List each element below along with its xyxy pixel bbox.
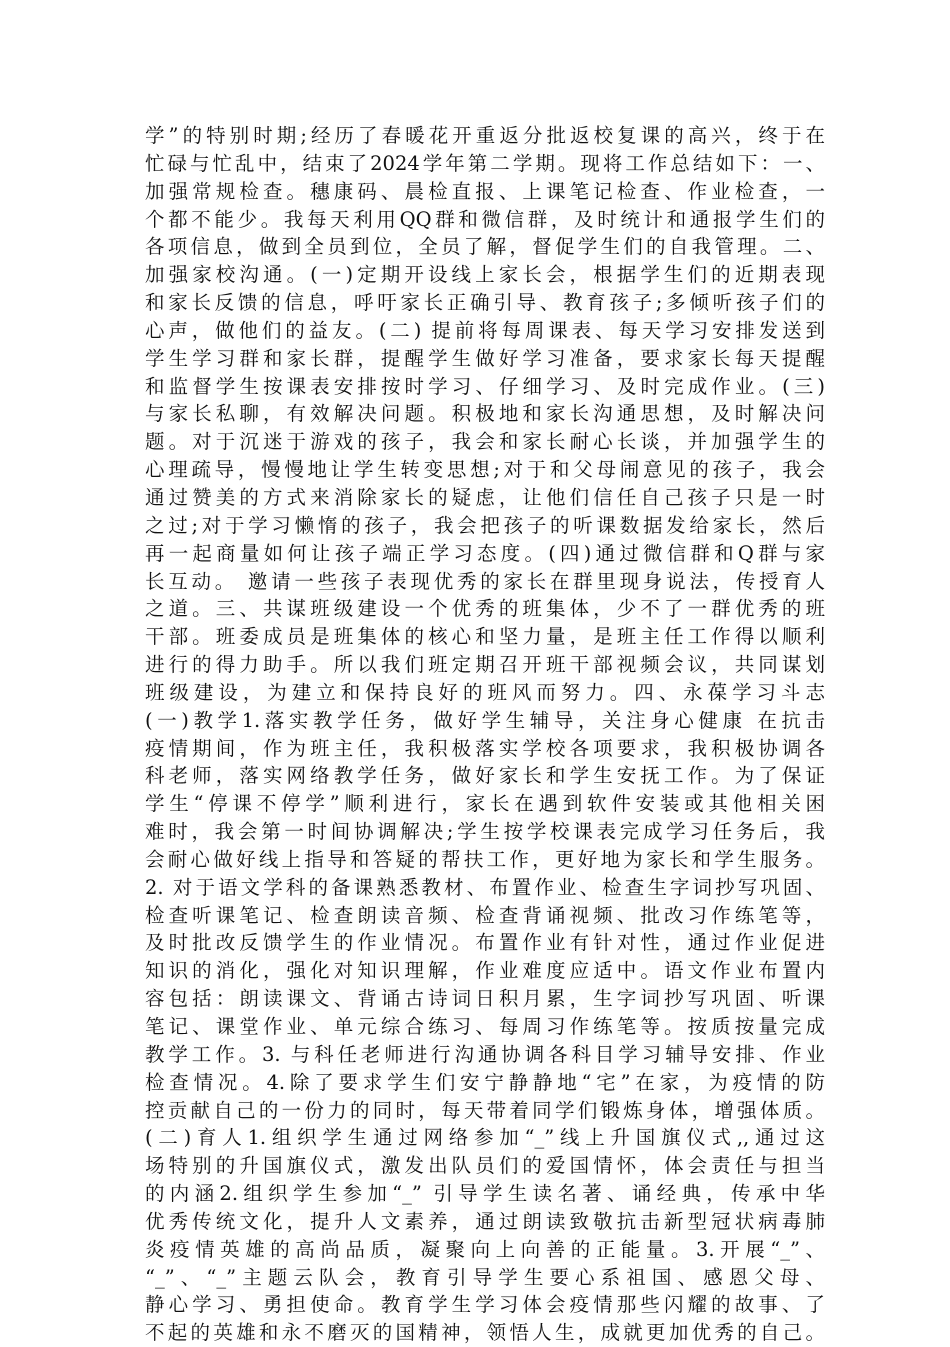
text-line: 之道。三、共谋班级建设一个优秀的班集体，少不了一群优秀的班 [145, 597, 825, 621]
text-line: (一)教学1.落实教学任务，做好学生辅导，关注身心健康 在抗击 [145, 708, 825, 732]
text-line: 通过赞美的方式来消除家长的疑虑，让他们信任自己孩子只是一时 [145, 485, 825, 509]
text-line: 之过;对于学习懒惰的孩子，我会把孩子的听课数据发给家长，然后 [145, 513, 825, 537]
text-line: 静心学习、勇担使命。教育学生学习体会疫情那些闪耀的故事、了 [145, 1293, 825, 1317]
text-line: 科老师，落实网络教学任务，做好家长和学生安抚工作。为了保证 [145, 764, 825, 788]
text-line: 和监督学生按课表安排按时学习、仔细学习、及时完成作业。(三) [145, 374, 825, 398]
text-line: 和家长反馈的信息，呼吁家长正确引导、教育孩子;多倾听孩子们的 [145, 291, 825, 315]
text-line: 会耐心做好线上指导和答疑的帮扶工作，更好地为家长和学生服务。 [145, 847, 825, 871]
text-line: 进行的得力助手。所以我们班定期召开班干部视频会议，共同谋划 [145, 653, 825, 677]
text-line: 的内涵2.组织学生参加“_” 引导学生读名著、诵经典，传承中华 [145, 1182, 825, 1206]
text-line: 2. 对于语文学科的备课熟悉教材、布置作业、检查生字词抄写巩固、 [145, 875, 825, 899]
text-line: 个都不能少。我每天利用QQ群和微信群，及时统计和通报学生们的 [145, 207, 825, 231]
text-line: 容包括：朗读课文、背诵古诗词日积月累，生字词抄写巩固、听课 [145, 987, 825, 1011]
text-line: 忙碌与忙乱中，结束了2024学年第二学期。现将工作总结如下：一、 [145, 151, 825, 175]
text-line: 与家长私聊，有效解决问题。积极地和家长沟通思想，及时解决问 [145, 402, 825, 426]
text-line: “_”、“_”主题云队会，教育引导学生要心系祖国、感恩父母、 [145, 1265, 825, 1289]
text-line: 知识的消化，强化对知识理解，作业难度应适中。语文作业布置内 [145, 959, 825, 983]
text-line: 各项信息，做到全员到位，全员了解，督促学生们的自我管理。二、 [145, 235, 825, 259]
text-line: 长互动。 邀请一些孩子表现优秀的家长在群里现身说法，传授育人 [145, 569, 825, 593]
text-line: 检查情况。4.除了要求学生们安宁静静地“宅”在家，为疫情的防 [145, 1070, 825, 1094]
text-line: 班级建设，为建立和保持良好的班风而努力。四、永葆学习斗志 [145, 680, 825, 704]
text-line: (二)育人1.组织学生通过网络参加“_”线上升国旗仪式,,通过这 [145, 1126, 825, 1150]
text-line: 心声，做他们的益友。(二) 提前将每周课表、每天学习安排发送到 [145, 318, 825, 342]
text-line: 疫情期间，作为班主任，我积极落实学校各项要求，我积极协调各 [145, 736, 825, 760]
text-line: 控贡献自己的一份力的同时，每天带着同学们锻炼身体，增强体质。 [145, 1098, 825, 1122]
text-line: 干部。班委成员是班集体的核心和坚力量，是班主任工作得以顺利 [145, 625, 825, 649]
text-line: 加强家校沟通。(一)定期开设线上家长会，根据学生们的近期表现 [145, 263, 825, 287]
text-line: 加强常规检查。穗康码、晨检直报、上课笔记检查、作业检查，一 [145, 179, 825, 203]
text-line: 学生“停课不停学”顺利进行，家长在遇到软件安装或其他相关困 [145, 792, 825, 816]
text-line: 检查听课笔记、检查朗读音频、检查背诵视频、批改习作练笔等， [145, 903, 825, 927]
text-line: 学生学习群和家长群，提醒学生做好学习准备，要求家长每天提醒 [145, 346, 825, 370]
text-line: 笔记、课堂作业、单元综合练习、每周习作练笔等。按质按量完成 [145, 1015, 825, 1038]
text-line: 教学工作。3. 与科任老师进行沟通协调各科目学习辅导安排、作业 [145, 1042, 825, 1066]
text-line: 再一起商量如何让孩子端正学习态度。(四)通过微信群和Q群与家 [145, 541, 825, 565]
text-line: 不起的英雄和永不磨灭的国精神，领悟人生，成就更加优秀的自己。 [145, 1321, 825, 1345]
text-line: 优秀传统文化，提升人文素养，通过朗读致敬抗击新型冠状病毒肺 [145, 1209, 825, 1233]
text-line: 场特别的升国旗仪式，激发出队员们的爱国情怀，体会责任与担当 [145, 1154, 825, 1178]
text-line: 学”的特别时期;经历了春暖花开重返分批返校复课的高兴，终于在 [145, 124, 825, 147]
text-line: 炎疫情英雄的高尚品质，凝聚向上向善的正能量。3.开展“_”、 [145, 1237, 825, 1261]
text-line: 题。对于沉迷于游戏的孩子，我会和家长耐心长谈，并加强学生的 [145, 430, 825, 454]
text-line: 及时批改反馈学生的作业情况。布置作业有针对性，通过作业促进 [145, 931, 825, 955]
document-body [145, 122, 825, 1347]
text-line: 难时，我会第一时间协调解决;学生按学校课表完成学习任务后，我 [145, 820, 825, 844]
text-line: 心理疏导，慢慢地让学生转变思想;对于和父母闹意见的孩子，我会 [145, 458, 825, 482]
